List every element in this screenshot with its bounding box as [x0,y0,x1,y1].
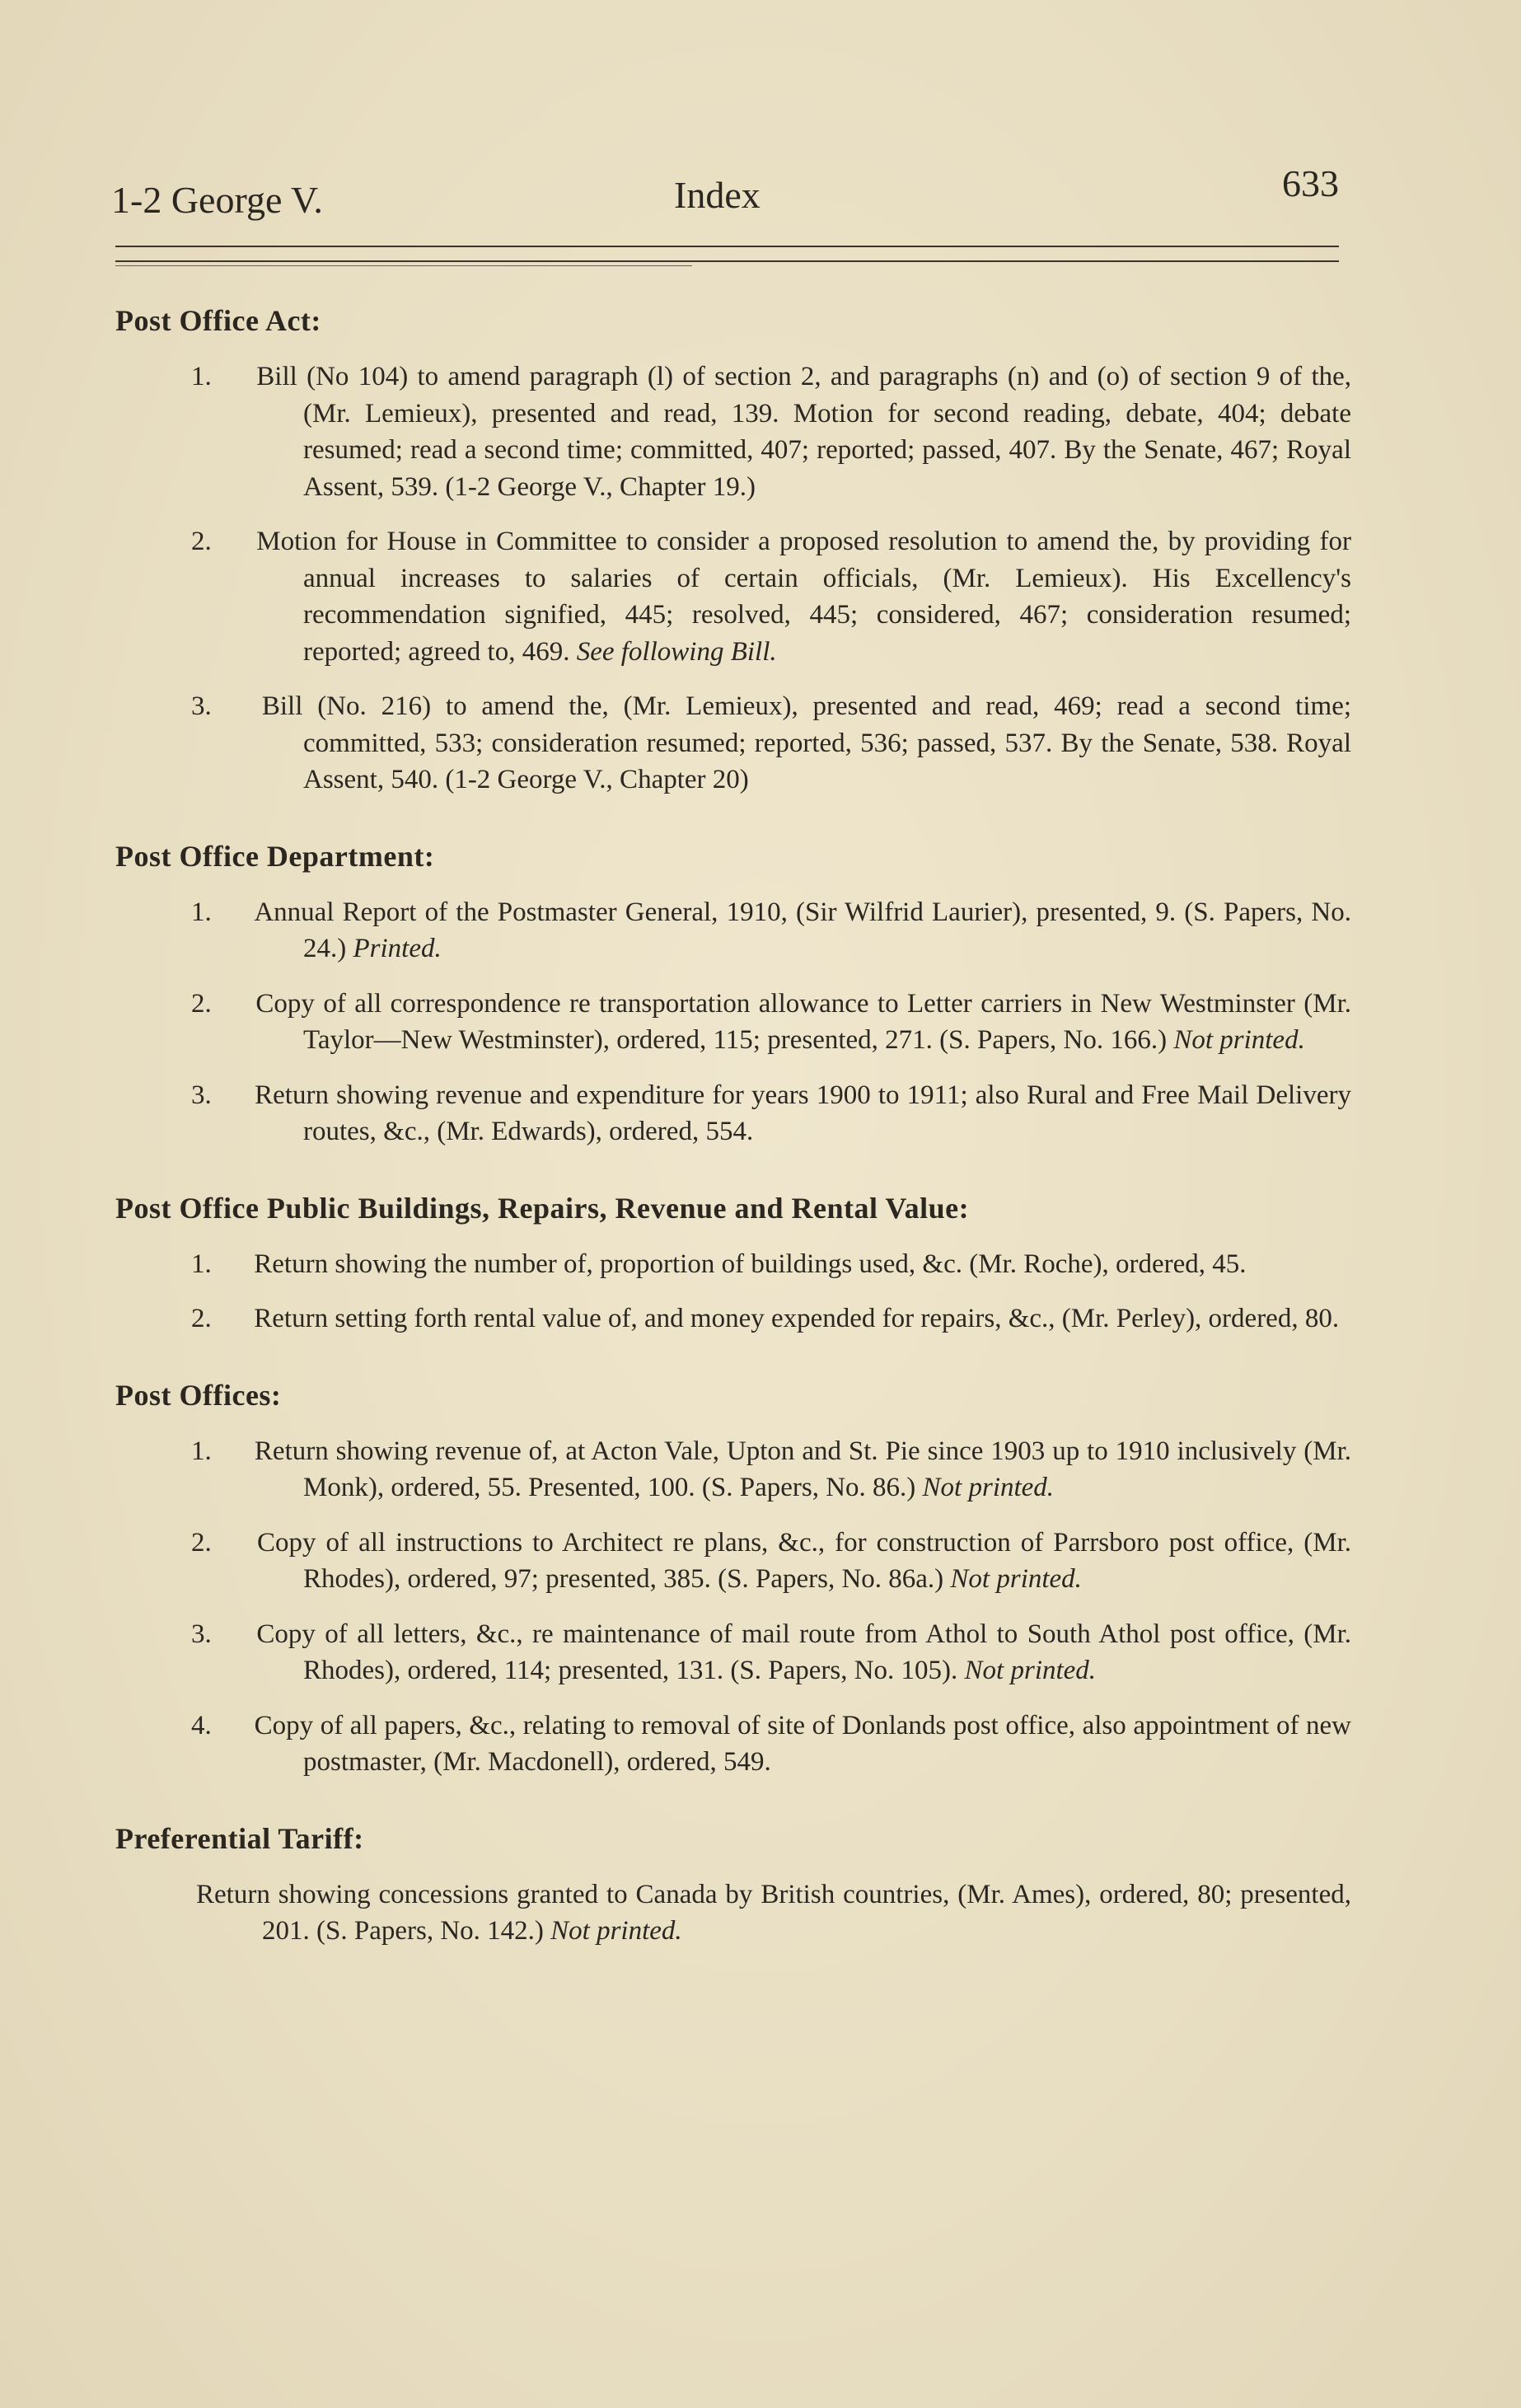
entry-text: Copy of all correspondence re transportation allowance to Letter carriers in New Westminster (Mr. Taylor—New Westminster), ordered, 115; presented, 271. (S. Papers, No. 166.) [255,988,1351,1055]
entry-text: Return showing the number of, proportion of buildings used, &c. (Mr. Roche), ordered, 45. [254,1249,1247,1279]
index-entry: 1. Bill (No 104) to amend paragraph (l) of section 2, and paragraphs (n) and (o) of section 9 of the, (Mr. Lemieux), presented and read, 139. Motion for second reading, debate, 404; debate resumed; read a second time; committed, 407; reported; passed, 407. By the Senate, 467; Royal Assent, 539. (1-2 George V., Chapter 19.) [191,362,1352,502]
index-section [115,1819,1351,1950]
header-title: Index [674,174,760,216]
entry-text: Bill (No. 216) to amend the, (Mr. Lemieux), presented and read, 469; read a second time; committed, 533; consideration resumed; reported, 536; passed, 537. By the Senate, 538. Royal Assent, 540. (1-2 George V., Chapter 20) [261,691,1352,794]
section-heading: Post Office Public Buildings, Repairs, Revenue and Rental Value: [115,1191,970,1225]
index-section [115,301,1351,799]
index-section [115,836,1351,1150]
index-entry: 2. Copy of all instructions to Architect re plans, &c., for construction of Parrsboro post office, (Mr. Rhodes), ordered, 97; presented, 385. (S. Papers, No. 86a.) Not printed. [191,1527,1352,1594]
index-entry: 3. Return showing revenue and expenditure for years 1900 to 1911; also Rural and Free Mail Delivery routes, &c., (Mr. Edwards), ordered, 554. [191,1080,1351,1146]
index-section [115,1375,1351,1781]
entry-note: Not printed. [950,1564,1082,1594]
index-content [115,301,1351,1988]
index-entry: 2. Copy of all correspondence re transportation allowance to Letter carriers in New Westminster (Mr. Taylor—New Westminster), ordered, 115; presented, 271. (S. Papers, No. 166.) Not printed. [191,988,1351,1055]
header-thin-rule [115,265,692,266]
entry-note: Not printed. [964,1656,1097,1685]
index-entry: 3. Bill (No. 216) to amend the, (Mr. Lemieux), presented and read, 469; read a second time; committed, 533; consideration resumed; reported, 536; passed, 537. By the Senate, 538. Royal Assent, 540. (1-2 George V., Chapter 20) [191,691,1352,794]
entry-text: Motion for House in Committee to consider a proposed resolution to amend the, by providing for annual increases to salaries of certain officials, (Mr. Lemieux). His Excellency's recommendation signified, 445; resolved, 445; considered, 467; consideration resumed; reported; agreed to, 469. [256,527,1351,667]
section-heading: Post Offices: [115,1378,282,1412]
index-entry: 1. Return showing the number of, proportion of buildings used, &c. (Mr. Roche), ordered, 45. [191,1249,1247,1279]
index-entry: 3. Copy of all letters, &c., re maintenance of mail route from Athol to South Athol post office, (Mr. Rhodes), ordered, 114; presented, 131. (S. Papers, No. 105). Not printed. [191,1619,1352,1685]
header-reign: 1-2 George V. [111,179,323,221]
index-entry: 4. Copy of all papers, &c., relating to removal of site of Donlands post office, also appointment of new postmaster, (Mr. Macdonell), ordered, 549. [191,1710,1352,1777]
entry-text: Copy of all letters, &c., re maintenance of mail route from Athol to South Athol post office, (Mr. Rhodes), ordered, 114; presented, 131. (S. Papers, No. 105). [256,1619,1352,1685]
entry-text: Copy of all instructions to Architect re plans, &c., for construction of Parrsboro post office, (Mr. Rhodes), ordered, 97; presented, 385. (S. Papers, No. 86a.) [257,1527,1352,1594]
page-number: 633 [1282,162,1339,204]
entry-text: Return setting forth rental value of, and money expended for repairs, &c., (Mr. Perley), ordered, 80. [254,1304,1340,1333]
index-entry [196,1876,1351,1950]
index-entry: 2. Return setting forth rental value of, and money expended for repairs, &c., (Mr. Perley), ordered, 80. [191,1304,1340,1333]
entry-note: Not printed. [922,1473,1055,1502]
section-heading: Post Office Department: [115,839,435,873]
entry-note: See following Bill. [576,636,777,667]
entry-note: Printed. [353,934,442,963]
entry-note: Not printed. [550,1916,682,1946]
page-header [111,162,1339,227]
index-entry: 1. Return showing revenue of, at Acton Vale, Upton and St. Pie since 1903 up to 1910 inclusively (Mr. Monk), ordered, 55. Presented, 100. (S. Papers, No. 86.) Not printed. [191,1436,1351,1502]
index-section [115,1188,1351,1338]
index-entry: 1. Annual Report of the Postmaster General, 1910, (Sir Wilfrid Laurier), presented, 9. (S. Papers, No. 24.) Printed. [191,897,1351,963]
entry-text: Copy of all papers, &c., relating to removal of site of Donlands post office, also appointment of new postmaster, (Mr. Macdonell), ordered, 549. [254,1710,1352,1777]
entry-text: Bill (No 104) to amend paragraph (l) of section 2, and paragraphs (n) and (o) of section 9 of the, (Mr. Lemieux), presented and read, 139. Motion for second reading, debate, 404; debate resumed; read a second time; committed, 407; reported; passed, 407. By the Senate, 467; Royal Assent, 539. (1-2 George V., Chapter 19.) [256,362,1352,502]
entry-text: Return showing revenue and expenditure for years 1900 to 1911; also Rural and Free Mail Delivery routes, &c., (Mr. Edwards), ordered, 554. [255,1080,1351,1146]
header-double-rule [115,246,1339,262]
entry-text: Return showing concessions granted to Canada by British countries, (Mr. Ames), ordered, 80; presented, 201. (S. Papers, No. 142.) [196,1879,1351,1946]
section-heading: Post Office Act: [115,304,321,337]
entry-note: Not printed. [1173,1025,1305,1055]
index-entry: 2. Motion for House in Committee to consider a proposed resolution to amend the, by providing for annual increases to salaries of certain officials, (Mr. Lemieux). His Excellency's recommendation signified, 445; resolved, 445; considered, 467; consideration resumed; reported; agreed to, 469. See following Bill. [191,527,1351,667]
section-heading: Preferential Tariff: [115,1821,364,1855]
entry-text: Annual Report of the Postmaster General, 1910, (Sir Wilfrid Laurier), presented, 9. (S. Papers, No. 24.) [254,897,1351,963]
entry-text: Return showing revenue of, at Acton Vale, Upton and St. Pie since 1903 up to 1910 inclusively (Mr. Monk), ordered, 55. Presented, 100. (S. Papers, No. 86.) [254,1436,1351,1502]
